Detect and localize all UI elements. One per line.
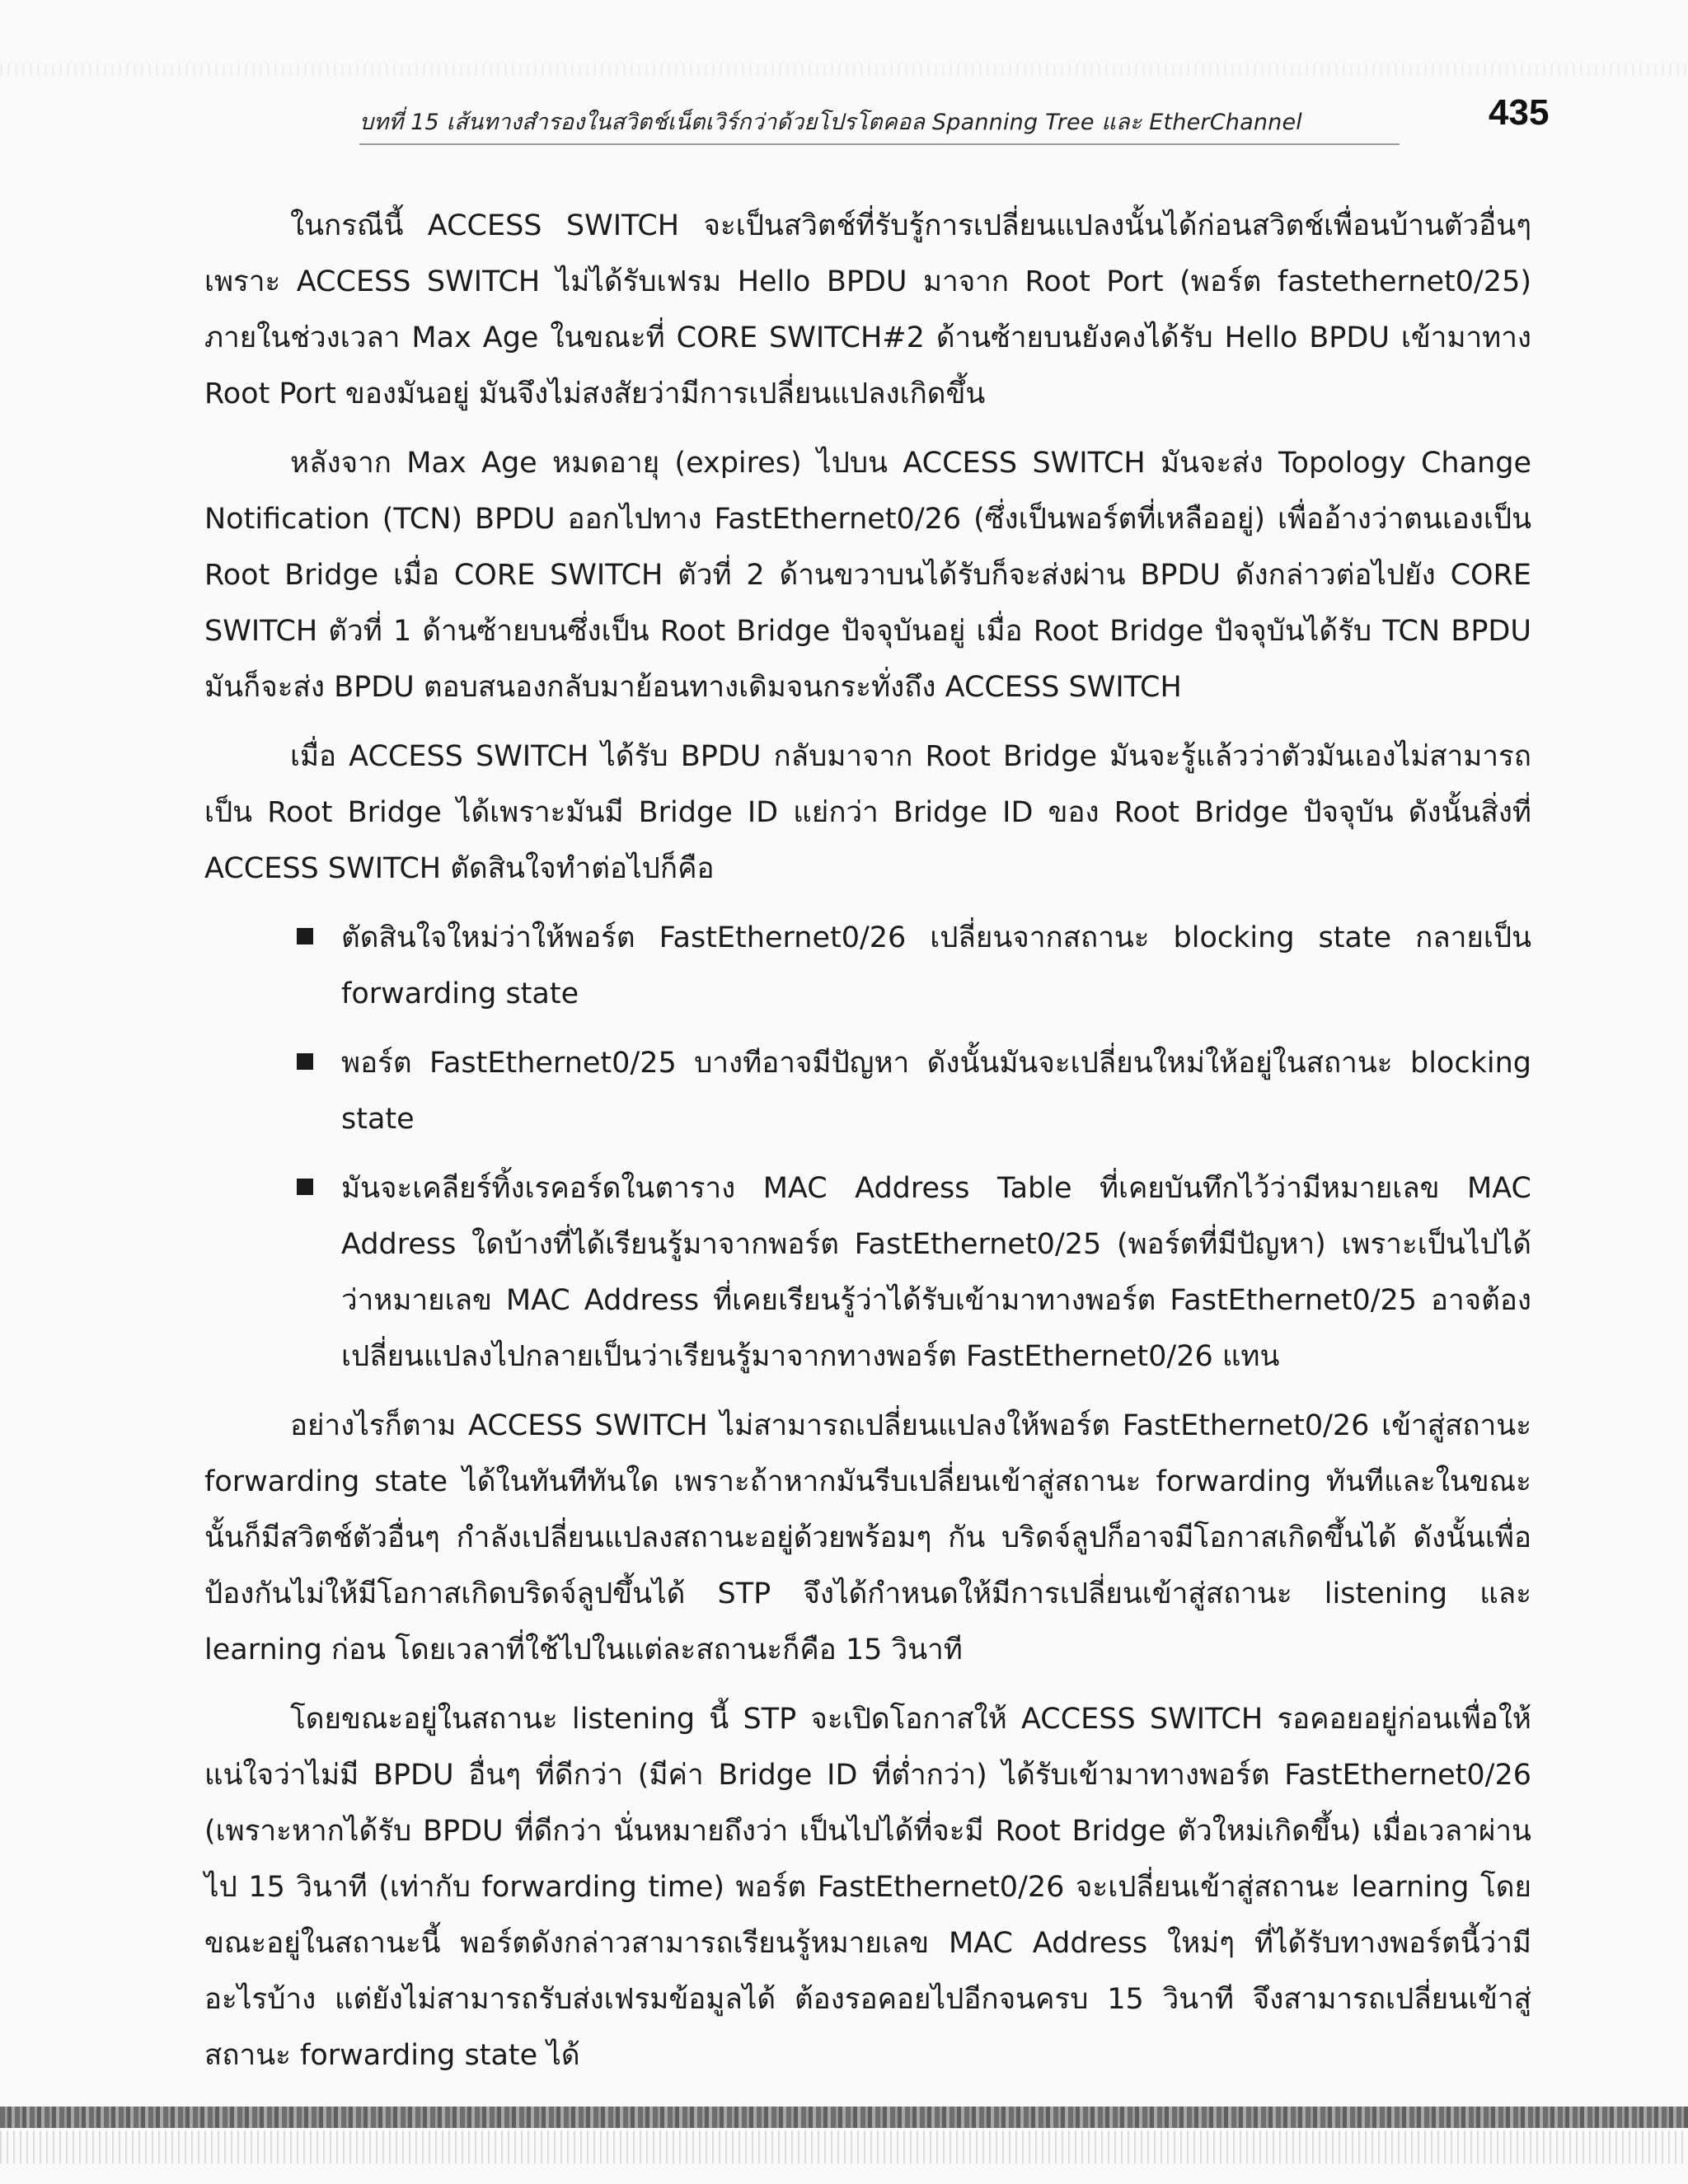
- square-bullet-icon: [297, 928, 313, 944]
- list-item: [204, 1160, 1531, 1385]
- list-item-text: ตัดสินใจใหม่ว่าให้พอร์ต FastEthernet0/26 เปลี่ยนจากสถานะ blocking state กลายเป็น forwarding state: [341, 921, 1531, 1010]
- scan-artifact-bottom: [0, 2107, 1688, 2128]
- paragraph: หลังจาก Max Age หมดอายุ (expires) ไปบน ACCESS SWITCH มันจะส่ง Topology Change Notification (TCN) BPDU ออกไปทาง FastEthernet0/26 (ซึ่งเป็นพอร์ตที่เหลืออยู่) เพื่ออ้างว่าตนเองเป็น Root Bridge เมื่อ CORE SWITCH ตัวที่ 2 ด้านขวาบนได้รับก็จะส่งผ่าน BPDU ดังกล่าวต่อไปยัง CORE SWITCH ตัวที่ 1 ด้านซ้ายบนซึ่งเป็น Root Bridge ปัจจุบันอยู่ เมื่อ Root Bridge ปัจจุบันได้รับ TCN BPDU มันก็จะส่ง BPDU ตอบสนองกลับมาย้อนทางเดิมจนกระทั่งถึง ACCESS SWITCH: [204, 447, 1531, 704]
- scan-artifact-bottom-noise: [0, 2130, 1688, 2163]
- paragraph: โดยขณะอยู่ในสถานะ listening นี้ STP จะเปิดโอกาสให้ ACCESS SWITCH รอคอยอยู่ก่อนเพื่อให้แน่ใจว่าไม่มี BPDU อื่นๆ ที่ดีกว่า (มีค่า Bridge ID ที่ต่ำกว่า) ได้รับเข้ามาทางพอร์ต FastEthernet0/26 (เพราะหากได้รับ BPDU ที่ดีกว่า นั่นหมายถึงว่า เป็นไปได้ที่จะมี Root Bridge ตัวใหม่เกิดขึ้น) เมื่อเวลาผ่านไป 15 วินาที (เท่ากับ forwarding time) พอร์ต FastEthernet0/26 จะเปลี่ยนเข้าสู่สถานะ learning โดยขณะอยู่ในสถานะนี้ พอร์ตดังกล่าวสามารถเรียนรู้หมายเลข MAC Address ใหม่ๆ ที่ได้รับทางพอร์ตนี้ว่ามีอะไรบ้าง แต่ยังไม่สามารถรับส่งเฟรมข้อมูลได้ ต้องรอคอยไปอีกจนครบ 15 วินาที จึงสามารถเปลี่ยนเข้าสู่สถานะ forwarding state ได้: [204, 1703, 1531, 2072]
- paragraph: ในกรณีนี้ ACCESS SWITCH จะเป็นสวิตช์ที่รับรู้การเปลี่ยนแปลงนั้นได้ก่อนสวิตช์เพื่อนบ้านตัวอื่นๆ เพราะ ACCESS SWITCH ไม่ได้รับเฟรม Hello BPDU มาจาก Root Port (พอร์ต fastethernet0/25) ภายในช่วงเวลา Max Age ในขณะที่ CORE SWITCH#2 ด้านซ้ายบนยังคงได้รับ Hello BPDU เข้ามาทาง Root Port ของมันอยู่ มันจึงไม่สงสัยว่ามีการเปลี่ยนแปลงเกิดขึ้น: [204, 209, 1531, 410]
- running-header: [0, 89, 1688, 147]
- list-item-text: พอร์ต FastEthernet0/25 บางทีอาจมีปัญหา ดังนั้นมันจะเปลี่ยนใหม่ให้อยู่ในสถานะ blocking state: [341, 1047, 1531, 1136]
- list-item: [204, 910, 1531, 1022]
- paragraph: อย่างไรก็ตาม ACCESS SWITCH ไม่สามารถเปลี่ยนแปลงให้พอร์ต FastEthernet0/26 เข้าสู่สถานะ forwarding state ได้ในทันทีทันใด เพราะถ้าหากมันรีบเปลี่ยนเข้าสู่สถานะ forwarding ทันทีและในขณะนั้นก็มีสวิตช์ตัวอื่นๆ กำลังเปลี่ยนแปลงสถานะอยู่ด้วยพร้อมๆ กัน บริดจ์ลูปก็อาจมีโอกาสเกิดขึ้นได้ ดังนั้นเพื่อป้องกันไม่ให้มีโอกาสเกิดบริดจ์ลูปขึ้นได้ STP จึงได้กำหนดให้มีการเปลี่ยนเข้าสู่สถานะ listening และ learning ก่อน โดยเวลาที่ใช้ไปในแต่ละสถานะก็คือ 15 วินาที: [204, 1409, 1531, 1666]
- bullet-list: [204, 910, 1531, 1385]
- running-title: บทที่ 15 เส้นทางสำรองในสวิตช์เน็ตเวิร์กว่าด้วยโปรโตคอล Spanning Tree และ EtherChannel: [359, 110, 1302, 135]
- paragraph: เมื่อ ACCESS SWITCH ได้รับ BPDU กลับมาจาก Root Bridge มันจะรู้แล้วว่าตัวมันเองไม่สามารถเป็น Root Bridge ได้เพราะมันมี Bridge ID แย่กว่า Bridge ID ของ Root Bridge ปัจจุบัน ดังนั้นสิ่งที่ ACCESS SWITCH ตัดสินใจทำต่อไปก็คือ: [204, 740, 1531, 885]
- scan-artifact-top: [0, 64, 1688, 76]
- page-body: [204, 198, 1531, 2097]
- square-bullet-icon: [297, 1053, 313, 1070]
- list-item-text: มันจะเคลียร์ทิ้งเรคอร์ดในตาราง MAC Address Table ที่เคยบันทึกไว้ว่ามีหมายเลข MAC Address ใดบ้างที่ได้เรียนรู้มาจากพอร์ต FastEthernet0/25 (พอร์ตที่มีปัญหา) เพราะเป็นไปได้ว่าหมายเลข MAC Address ที่เคยเรียนรู้ว่าได้รับเข้ามาทางพอร์ต FastEthernet0/25 อาจต้องเปลี่ยนแปลงไปกลายเป็นว่าเรียนรู้มาจากทางพอร์ต FastEthernet0/26 แทน: [341, 1172, 1531, 1373]
- page-number: 435: [1489, 92, 1550, 133]
- header-rule: [359, 143, 1400, 145]
- list-item: [204, 1035, 1531, 1147]
- square-bullet-icon: [297, 1179, 313, 1195]
